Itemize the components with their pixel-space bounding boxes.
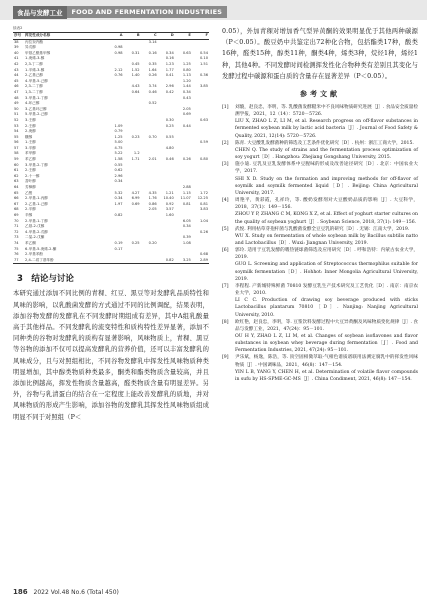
references-list: [222, 104, 418, 383]
table-cell: [141, 258, 158, 264]
reference-item: [222, 176, 418, 197]
col-header: D: [170, 33, 174, 37]
volatile-compounds-table: [13, 32, 209, 264]
table-cell: 57: [14, 145, 19, 150]
journal-badge: [13, 6, 227, 18]
table-cell: 0.34: [165, 50, 174, 55]
table-cell: 0.43: [182, 95, 191, 100]
table-cell: 0.16: [165, 56, 174, 61]
table-cell: 0.52: [148, 101, 157, 106]
reference-item: [222, 118, 418, 139]
table-cell: 2,3-二丁醇: [25, 84, 43, 89]
table-cell: 0.42: [165, 89, 174, 94]
table-cell: 0.23: [131, 134, 140, 139]
table-cell: 58: [14, 151, 19, 156]
table-cell: 1.51: [199, 61, 208, 66]
reference-number: [4]: [222, 198, 229, 204]
table-cell: 5.32: [114, 190, 123, 195]
table-cell: 2-乙基-1-己醇: [25, 201, 48, 206]
section-title: 3 结论与讨论: [17, 274, 74, 285]
table-cell: 2.05: [182, 106, 191, 111]
reference-number: [222, 297, 235, 318]
table-cell: 糠醇: [25, 134, 33, 139]
reference-text: 李程程. 产新城特殊鲜菌 70810 发酵豆乳生产技术研究及工艺优化［D］. 南京：南京农业大学，2010.: [235, 283, 418, 297]
table-cell: 1.40: [131, 73, 140, 78]
table-cell: 1.25: [182, 61, 191, 66]
table-cell: 1.25: [114, 134, 123, 139]
table-cell: 45: [14, 78, 19, 83]
table-cell: 0.34: [114, 179, 123, 184]
reference-number: [2]: [222, 140, 229, 146]
table-cell: [124, 258, 141, 264]
reference-text: 尹乐斌，杨逸，陈浩，等. 顶空固相微萃取-气相色谱质谱联用法测定腐乳中的挥发性风味物质［J］. 中国调味品，2021，46(8)：147－154.: [235, 355, 418, 368]
table-cell: 1-庚烯-3-醇: [25, 56, 45, 61]
reference-number: [8]: [222, 319, 229, 325]
table-cell: 0.80: [182, 67, 191, 72]
table-cell: 4.75: [114, 145, 123, 150]
table-cell: 2.05: [148, 207, 157, 212]
table-cell: 0.55: [114, 162, 123, 167]
reference-number: [1]: [222, 105, 229, 111]
reference-item: [222, 261, 418, 282]
reference-number: [222, 147, 235, 161]
table-cell: 72: [14, 229, 19, 234]
table-cell: 0.92: [165, 201, 174, 206]
table-cell: 71: [14, 224, 19, 229]
table-cell: 0.19: [114, 240, 123, 245]
table-cell: 1.08: [182, 240, 191, 245]
reference-number: [222, 211, 235, 225]
table-cell: 香叶醇: [25, 179, 36, 184]
col-header: F: [205, 33, 208, 37]
table-cell: 0.76: [114, 73, 123, 78]
table-cell: 5.00: [114, 140, 123, 145]
reference-number: [222, 176, 235, 197]
table-cell: 1-辛烯-3-醇: [25, 67, 45, 72]
reference-number: [222, 369, 235, 383]
table-cell: 0.69: [182, 112, 191, 117]
page-footer: [13, 588, 119, 596]
table-cell: 0.82: [114, 213, 123, 217]
table-cell: 39: [14, 45, 19, 50]
table-cell: 68: [14, 207, 19, 212]
reference-text: OU H Y, ZHAO L Z, LI M, et al. Changes of soybean isoflavones and flavor substances in soybean whey beverage during fermentation［J］. Food and Fermentation Industries, 2021, 47(24): 95－101.: [235, 334, 418, 354]
table-cell: 2-庚醇: [25, 129, 36, 134]
table-cell: 12.25: [197, 196, 208, 201]
reference-number: [222, 261, 235, 282]
table-cell: 2-十一醇: [25, 173, 40, 178]
table-cell: 芳樟醇: [25, 185, 36, 190]
table-cell: 53: [14, 123, 19, 128]
left-column: [13, 26, 209, 423]
table-cell: 2-辛醇: [25, 207, 36, 212]
table-cell: 1.09: [114, 123, 123, 128]
reference-text: 欧红艳，赵良忠，李明，等. 豆浆饮料发酵过程中大豆异黄酮及风味物质变化规律［J］. 食品与发酵工业，2021，47(24)：95－101.: [235, 319, 418, 332]
table-cell: 2-壬醇: [25, 168, 36, 173]
table-cell: 3.14: [148, 39, 157, 44]
table-cell: 4.27: [131, 190, 140, 195]
table-cell: 甲基乙酰基甲醇: [25, 50, 51, 55]
table-cell: 0.81: [182, 201, 191, 206]
journal-header: [0, 0, 427, 20]
journal-name-cn: 食品与发酵工业: [13, 6, 67, 19]
table-cell: 3.74: [148, 84, 157, 89]
table-cell: 5-甲基-2-己醇: [25, 112, 48, 117]
table-cell: 54: [14, 129, 19, 134]
table-cell: 64: [14, 185, 19, 190]
table-cell: 0.25: [165, 123, 174, 128]
table-cell: 62: [14, 173, 19, 178]
table-cell: 4-甲基-5-己醇: [25, 78, 48, 83]
table-cell: 0.70: [148, 134, 157, 139]
table-cell: 10.40: [163, 196, 174, 201]
reference-text: WU X. Study on fermentation of whole soybean milk by Bacillus subtilis natto and Lactobacillus［D］. Wuxi: Jiangnan University, 2019.: [235, 233, 418, 246]
reference-item: [222, 354, 418, 368]
reference-text: 周艳平，黄彩霞，孔祥玲，等. 酸奶发酵剂对大豆酸奶品质的影响［J］. 大豆科学，2018，37(1)：149－156.: [235, 198, 418, 211]
reference-number: [5]: [222, 226, 229, 232]
col-header: E: [188, 33, 191, 37]
table-cell: 0.45: [131, 61, 140, 66]
table-cell: 73: [14, 235, 19, 240]
col-header: B: [136, 33, 140, 37]
table-cell: 55: [14, 134, 19, 139]
col-header: 挥发性成分名称: [25, 33, 51, 37]
table-cell: 43: [14, 67, 19, 72]
table-cell: 1.21: [165, 190, 174, 195]
table-cell: 6.05: [182, 218, 191, 223]
table-cell: 2.89: [199, 257, 208, 262]
table-cell: 1.72: [199, 190, 208, 195]
reference-item: [222, 211, 418, 225]
issue-info: 2022 Vol.48 No.6 (Total 450): [33, 589, 119, 596]
table-cell: 0.16: [148, 50, 157, 55]
table-cell: 41: [14, 56, 19, 61]
reference-item: [222, 147, 418, 161]
reference-text: 武悦. 利用枯草芽孢杆菌与乳酸菌发酵全豆豆乳的研究［D］. 无锡：江南大学，2019.: [235, 226, 410, 232]
table-cell: 2.01: [148, 157, 157, 162]
table-cell: 75: [14, 246, 19, 251]
table-cell: 4.35: [148, 190, 157, 195]
table-cell: 1.23: [165, 61, 174, 66]
table-cell: 0.34: [182, 89, 191, 94]
table-cell: 38: [14, 39, 19, 44]
table-cell: 63: [14, 179, 19, 184]
table-cell: 59: [14, 157, 19, 162]
table-cell: 3-乙基环己醇: [25, 106, 47, 111]
table-cell: 3.57: [165, 207, 174, 212]
table-cell: 0.64: [131, 89, 140, 94]
reference-text: CHEN Q. The study of strains and the fermentation process optimization of soy yogurt［D］. Hangzhou: Zhejiang Gongshang University, 2015.: [235, 147, 418, 161]
table-cell: 51: [14, 112, 19, 117]
reference-text: YIN L B, YANG Y, CHEN H, et al. Determination of volatile flavor compounds in sufu by HS-SPME-GC-MS［J］. China Condiment, 2021, 46(8): 147－154.: [235, 369, 418, 382]
table-cell: 0.34: [182, 224, 191, 229]
table-cell: 0.59: [199, 140, 208, 145]
table-cell: 1.71: [131, 157, 140, 162]
table-cell: 70: [14, 218, 19, 223]
table-cell: 4-环己醇: [25, 101, 40, 106]
page-number: 186: [13, 588, 28, 596]
table-cell: 61: [14, 168, 19, 173]
table-cell: 0.86: [148, 201, 157, 206]
table-cell: 0.98: [114, 45, 123, 50]
table-cell: 0.69: [131, 201, 140, 206]
table-cell: 1.97: [114, 201, 123, 206]
table-cell: 0.25: [131, 240, 140, 245]
reference-text: 施小迪. 豆乳及豆乳发酵体系中豆腥味的形成及改善途径研究［D］. 北京：中国农业大学，2017.: [235, 162, 418, 175]
table-cell: 0.17: [114, 246, 123, 251]
table-cell: [106, 258, 123, 264]
reference-item: [222, 161, 418, 175]
table-cell: 3-辛醇: [25, 145, 36, 150]
table-cell: 11.07: [180, 196, 191, 201]
reference-text: LIU X, ZHAO L Z, LI M, et al. Research progress on off-flavor substances in fermented soybean milk by lactic acid bacteria［J］. Journal of Food Safety & Quality, 2021, 12(14): 5720－5726.: [235, 119, 418, 139]
table-cell: 77: [14, 257, 19, 262]
reference-item: [222, 319, 418, 333]
table-cell: 46: [14, 84, 19, 89]
table-cell: 0.54: [199, 50, 208, 55]
table-cell: 0.35: [148, 61, 157, 66]
reference-item: [222, 283, 418, 297]
table-cell: 2.12: [114, 67, 123, 72]
reference-item: [222, 369, 418, 383]
reference-number: [6]: [222, 248, 229, 254]
table-cell: 69: [14, 213, 19, 217]
table-cell: 1.04: [199, 218, 208, 223]
reference-number: [9]: [222, 355, 229, 361]
table-cell: 52: [14, 117, 19, 122]
table-cell: 1,3-二丁醇: [25, 89, 43, 94]
table-row: [13, 258, 209, 264]
table-cell: 辛醇: [25, 213, 33, 217]
reference-text: SHI X D. Study on the formation and improving methods for off-flavor of soymilk and soymilk fermented liquid［D］. Beijing: China Agricultural University, 2017.: [235, 176, 418, 196]
intro-continuation: 0.05），外加青稞对增加香气型异黄酮的效果明显优于其他两种碳源（P＜0.05）。酸豆奶中共鉴定出72种化合物，包括酯类17种，酸类16种，醛类15种，醇类11种，酮类4种，烯类3种，烷烃1种，烯烃1种，其他4种。不同发酵时间检测挥发性化合物种类有差别且其变化与发酵过程中碳源和蛋白质的含量存在显著差异（P＜0.05）。: [222, 28, 419, 80]
reference-item: [222, 197, 418, 211]
reference-text: GUO L. Screening and application of Streptococcus thermophilus suitable for soymilk fermentation［D］. Hohhot: Inner Mongolia Agricultural University, 2019.: [235, 262, 418, 282]
reference-text: ZHOU Y P, ZHANG C M, KONG X Z, et al. Effect of yoghurt starter cultures on the quality of soybean yoghurt［J］. Soybean Science, 2018, 37(1): 149－156.: [235, 212, 418, 225]
reference-text: 郭玲. 适用于豆乳发酵的嗜热链球菌筛选及应用研究［D］. 呼和浩特：内蒙古农业大学，2019.: [235, 248, 418, 261]
reference-item: [222, 233, 418, 247]
journal-name-en: FOOD AND FERMENTATION INDUSTRIES: [67, 6, 228, 18]
table-cell: 3.25: [182, 257, 191, 262]
table-cell: 0.63: [199, 117, 208, 122]
table-body: [13, 39, 209, 264]
table-cell: 3.85: [199, 84, 208, 89]
table-cell: 0.26: [148, 73, 157, 78]
table-cell: 3-甲基-2-丁醇: [25, 162, 48, 167]
table-cell: 0.46: [148, 89, 157, 94]
reference-item: [222, 297, 418, 318]
table-cell: 苯甲醇: [25, 151, 36, 156]
table-cell: 50: [14, 106, 19, 111]
table-cell: 2-甲基-1-丙醇: [25, 196, 48, 201]
table-cell: 1.58: [114, 157, 123, 162]
table-cell: 47: [14, 89, 19, 94]
table-cell: 4.43: [131, 84, 140, 89]
table-cell: 2.96: [114, 173, 123, 178]
reference-number: [222, 233, 235, 247]
table-cell: 2-甲基苯酚: [25, 252, 44, 257]
table-cell: 0.63: [182, 50, 191, 55]
table-cell: 65: [14, 190, 19, 195]
table-cell: 0.10: [199, 56, 208, 61]
reference-text: 陈青. 大豆酸乳发酵菌种的筛选及工艺条件优化研究［D］. 杭州：浙江工商大学，2015.: [235, 140, 414, 146]
table-cell: 56: [14, 140, 19, 145]
reference-number: [7]: [222, 283, 229, 289]
table-continuation-label: 续表2: [13, 26, 23, 30]
table-cell: 苯乙醇: [25, 157, 36, 162]
reference-number: [3]: [222, 162, 229, 168]
col-header: 序号: [14, 33, 22, 37]
table-cell: 0.68: [199, 252, 208, 257]
table-cell: 1.52: [131, 67, 140, 72]
table-cell: 0.46: [165, 157, 174, 162]
table-cell: 0.31: [131, 50, 140, 55]
table-cell: 3-壬醇: [25, 117, 36, 122]
table-cell: 2-甲基-1-丁醇: [25, 218, 48, 223]
reference-text: 刘璇，赵良忠，李明，等. 乳酸菌发酵糙米中不良风味物质研究进展［J］. 食品安全质量检测学报，2021，12（14）：5720－5726.: [235, 105, 418, 118]
table-cell: 1.60: [165, 213, 174, 217]
table-cell: 2,3-丁二醇: [25, 61, 43, 66]
table-cell: 5.22: [114, 151, 123, 156]
table-cell: 48: [14, 95, 19, 100]
right-column: [222, 26, 418, 383]
table-cell: 乙基-2-戊醇: [25, 224, 45, 229]
table-cell: 0.80: [199, 157, 208, 162]
table-cell: 1.64: [148, 67, 157, 72]
table-cell: 2-壬醇: [25, 123, 36, 128]
table-cell: 6.99: [131, 196, 140, 201]
table-cell: 1-壬醇: [25, 140, 36, 145]
table-cell: 0.30: [165, 117, 174, 122]
table-cell: 1.44: [182, 84, 191, 89]
table-cell: 0.55: [165, 134, 174, 139]
table-cell: 0.41: [165, 73, 174, 78]
table-cell: 0.26: [199, 229, 208, 234]
table-cell: 2.96: [165, 84, 174, 89]
table-cell: 1.15: [182, 190, 191, 195]
reference-item: [222, 226, 418, 233]
table-cell: 44: [14, 73, 19, 78]
col-header: C: [154, 33, 157, 37]
section-body: 本研究通过添加不同比例的青稞、红豆、黑豆等对发酵乳品质特性和风味的影响，以乳酸菌发酵的方式通过不同的比例调配，结果表明，添加谷物发酵的发酵乳在不同发酵时期组成有差异，其中A组乳酸量高于其他样品。不同发酵乳的流变特性和质构特性差异显著，添加不同种类的谷物对发酵乳的质构有显著影响，风味物质上，青稞、黑豆等谷物的添加不仅可以提高发酵乳的营养价值，还可以丰富发酵乳的风味成分，且与对照组相比，不同谷物发酵乳中挥发性风味物质种类明显增加，其中醇类物质种类最多，酮类和酯类物质含量较高，并且添加比例越高，挥发性物质含量越高，醛类物质含量有明显差异。另外，谷物与乳清蛋白的结合在一定程度上能改善发酵乳的质地，并对风味物质的形成产生影响，添加谷物的发酵乳其挥发性风味物质组成明显不同于对照组（P＜: [13, 290, 209, 421]
reference-text: LI C C. Production of drawing soy beverage produced with sticks Lactobacillus plantarum 70810［D］. Nanjing: Nanjing Agricultural University, 2010.: [235, 298, 418, 318]
table-cell: 0.81: [199, 201, 208, 206]
table-cell: 苯乙酮: [25, 240, 36, 245]
reference-item: [222, 140, 418, 147]
table-cell: 0.62: [114, 168, 123, 173]
table-cell: 2.88: [182, 185, 191, 190]
table-cell: 0.20: [148, 240, 157, 245]
reference-item: [222, 333, 418, 354]
table-cell: 二氢-2-戊酮: [25, 235, 45, 240]
table-cell: 4.80: [165, 145, 174, 150]
table-cell: 3.83: [199, 207, 208, 212]
table-cell: 3-甲基-1-丁醇: [25, 95, 48, 100]
table-cell: 1.13: [182, 73, 191, 78]
table-cell: 60: [14, 162, 19, 167]
table-cell: 76: [14, 252, 19, 257]
table-cell: 0.44: [182, 123, 191, 128]
table-cell: 2,4-二叔丁基苯酚: [25, 257, 54, 262]
reference-number: [222, 118, 235, 139]
table-header-row: [13, 33, 209, 40]
table-cell: 乙醛: [25, 190, 33, 195]
table-cell: 1.76: [148, 196, 157, 201]
table-cell: 异戊醇: [25, 45, 36, 50]
reference-item: [222, 247, 418, 261]
table-cell: 4-甲基-2-戊醇: [25, 229, 48, 234]
table-cell: 0.36: [199, 73, 208, 78]
reference-number: [222, 333, 235, 354]
reference-item: [222, 104, 418, 118]
table-cell: 1.2: [133, 151, 140, 156]
table-cell: 40: [14, 50, 19, 55]
table-cell: 0.82: [165, 257, 174, 262]
table-cell: 67: [14, 201, 19, 206]
table-cell: 74: [14, 240, 19, 245]
table-cell: 0.79: [114, 129, 123, 134]
table-cell: 丙位癸内酯: [25, 39, 44, 44]
table-cell: 2-乙基己醇: [25, 73, 44, 78]
col-header: A: [119, 33, 123, 37]
table-cell: 0.34: [114, 196, 123, 201]
table-cell: 1.77: [165, 67, 174, 72]
table-cell: 6-甲基-5-庚烯-2-酮: [25, 246, 57, 251]
table-cell: 49: [14, 101, 19, 106]
table-cell: 1.20: [182, 78, 191, 83]
table-cell: 0.39: [182, 235, 191, 240]
references-title: 参考文献: [300, 90, 340, 99]
table-cell: 66: [14, 196, 19, 201]
table-cell: 0.26: [182, 157, 191, 162]
table-cell: 42: [14, 61, 19, 66]
table-cell: 0.98: [114, 50, 123, 55]
